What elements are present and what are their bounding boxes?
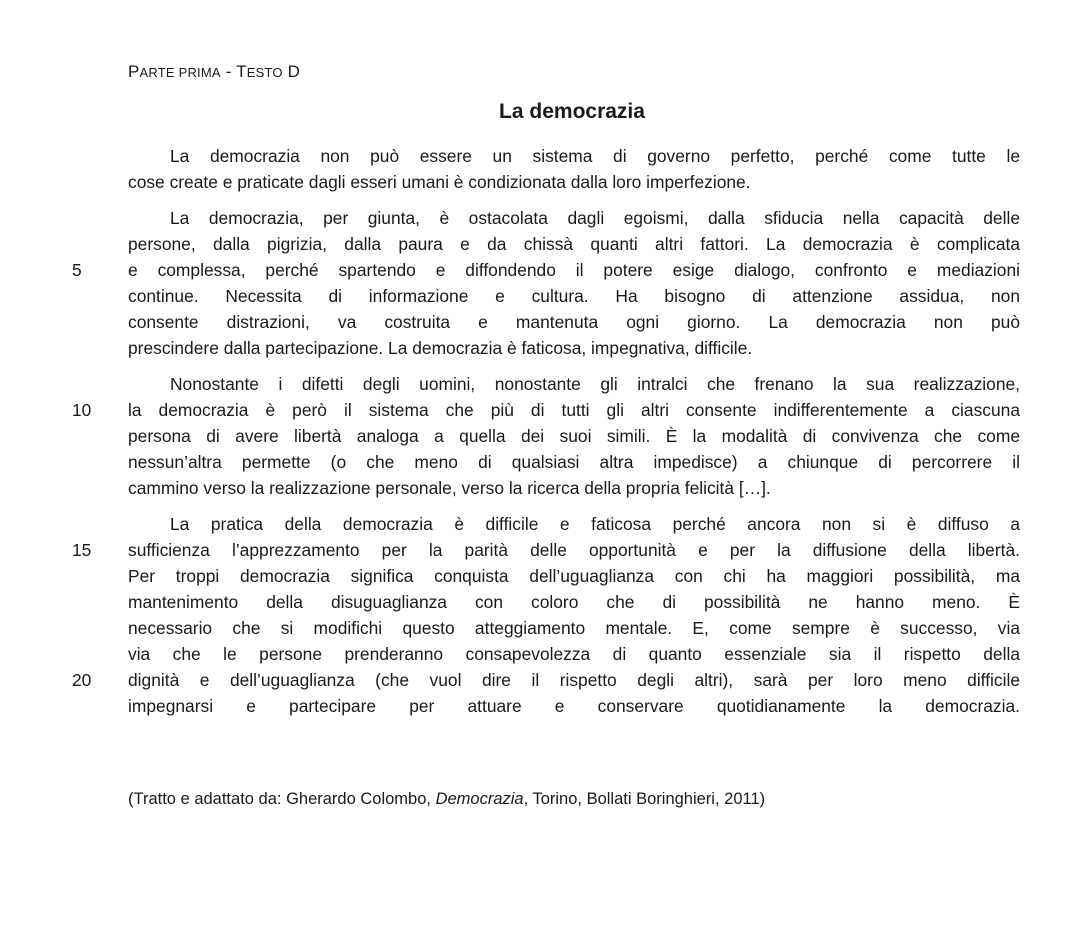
text-line-20 xyxy=(72,667,1020,693)
header-parte-prima: ARTE PRIMA xyxy=(139,65,221,80)
text-line: impegnarsi e partecipare per attuare e conservare quotidianamente la democrazia. xyxy=(128,696,1020,716)
line-number-20: 20 xyxy=(72,670,92,690)
text-line: persone, dalla pigrizia, dalla paura e da chissà quanti altri fattori. La democrazia è complicata xyxy=(128,234,1020,254)
line-number-10: 10 xyxy=(72,400,92,420)
citation-suffix: , Torino, Bollati Boringhieri, 2011) xyxy=(523,790,766,808)
source-citation xyxy=(128,790,765,809)
text-line-5 xyxy=(72,257,1020,283)
header-testo: ESTO xyxy=(246,65,283,80)
text-line-content: e complessa, perché spartendo e diffondendo il potere esige dialogo, confronto e mediazioni xyxy=(128,260,1020,280)
paragraph-1 xyxy=(128,143,1020,195)
text-line-content: la democrazia è però il sistema che più di tutti gli altri consente indifferentemente a ciascuna xyxy=(128,400,1020,420)
text-line: Per troppi democrazia significa conquista dell’uguaglianza con chi ha maggiori possibilità, ma xyxy=(128,566,1020,586)
citation-book-title: Democrazia xyxy=(435,790,524,808)
body-text xyxy=(72,143,1020,729)
text-line: cammino verso la realizzazione personale, verso la ricerca della propria felicità […]. xyxy=(128,478,771,498)
paragraph-3 xyxy=(72,371,1020,501)
header-letter-d: D xyxy=(282,62,301,81)
text-line: continue. Necessita di informazione e cultura. Ha bisogno di attenzione assidua, non xyxy=(128,286,1020,306)
text-line-10 xyxy=(72,397,1020,423)
text-line: mantenimento della disuguaglianza con coloro che di possibilità ne hanno meno. È xyxy=(128,592,1020,612)
header-initial-t: T xyxy=(236,62,247,81)
text-line: cose create e praticate dagli esseri umani è condizionata dalla loro imperfezione. xyxy=(128,172,751,192)
text-line: Nonostante i difetti degli uomini, nonostante gli intralci che frenano la sua realizzazione, xyxy=(170,374,1020,394)
section-header xyxy=(128,62,300,82)
text-line-content: sufficienza l’apprezzamento per la parità delle opportunità e per la diffusione della libertà. xyxy=(128,540,1020,560)
paragraph-4 xyxy=(72,511,1020,719)
text-line: nessun’altra permette (o che meno di qualsiasi altra impedisce) a chiunque di percorrere il xyxy=(128,452,1020,472)
document-title: La democrazia xyxy=(499,100,645,123)
text-line: consente distrazioni, va costruita e mantenuta ogni giorno. La democrazia non può xyxy=(128,312,1020,332)
text-line: La democrazia, per giunta, è ostacolata dagli egoismi, dalla sfiducia nella capacità delle xyxy=(170,208,1020,228)
text-line: necessario che si modifichi questo atteggiamento mentale. E, come sempre è successo, via xyxy=(128,618,1020,638)
header-separator: - xyxy=(220,62,237,81)
line-number-5: 5 xyxy=(72,260,82,280)
text-line: via che le persone prenderanno consapevolezza di quanto essenziale sia il rispetto della xyxy=(128,644,1020,664)
line-number-15: 15 xyxy=(72,540,92,560)
text-line-content: dignità e dell’uguaglianza (che vuol dire il rispetto degli altri), sarà per loro meno difficile xyxy=(128,670,1020,690)
header-initial-p: P xyxy=(128,62,140,81)
text-line: La democrazia non può essere un sistema di governo perfetto, perché come tutte le xyxy=(170,146,1020,166)
text-line: La pratica della democrazia è difficile e faticosa perché ancora non si è diffuso a xyxy=(170,514,1020,534)
text-line-15 xyxy=(72,537,1020,563)
text-line: persona di avere libertà analoga a quella dei suoi simili. È la modalità di convivenza che come xyxy=(128,426,1020,446)
text-line: prescindere dalla partecipazione. La democrazia è faticosa, impegnativa, difficile. xyxy=(128,338,753,358)
paragraph-2 xyxy=(72,205,1020,361)
citation-prefix: (Tratto e adattato da: Gherardo Colombo, xyxy=(128,790,436,808)
